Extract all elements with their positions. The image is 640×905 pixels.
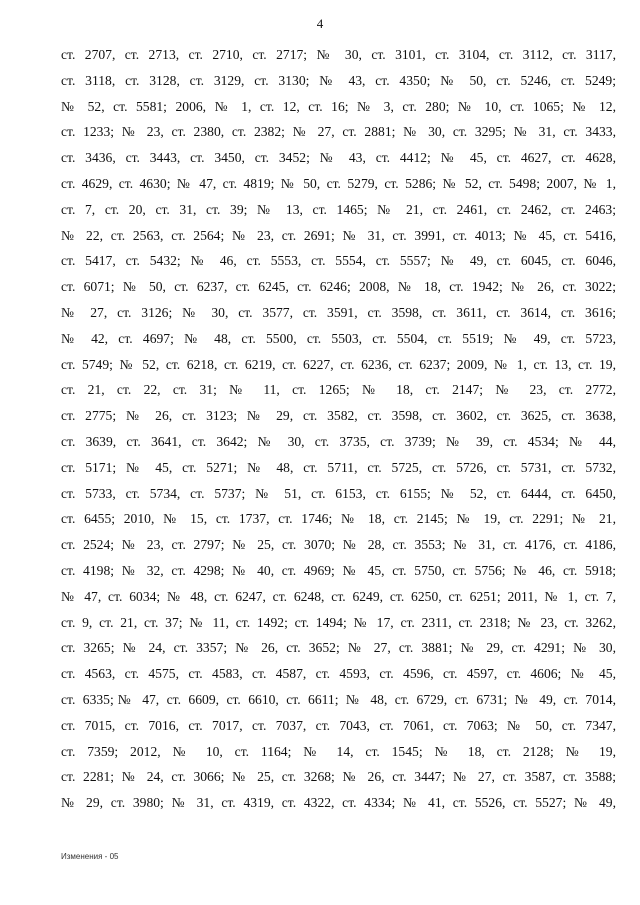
text-line: ст. 4629, ст. 4630; № 47, ст. 4819; № 50, ст. 5279, ст. 5286; № 52, ст. 5498; 2007, № 1, — [61, 175, 616, 191]
text-line: № 42, ст. 4697; № 48, ст. 5500, ст. 5503, ст. 5504, ст. 5519; № 49, ст. 5723, — [61, 330, 616, 346]
text-line: ст. 5417, ст. 5432; № 46, ст. 5553, ст. 5554, ст. 5557; № 49, ст. 6045, ст. 6046, — [61, 253, 616, 269]
text-line: ст. 3265; № 24, ст. 3357; № 26, ст. 3652; № 27, ст. 3881; № 29, ст. 4291; № 30, — [61, 640, 616, 656]
text-line: ст. 4563, ст. 4575, ст. 4583, ст. 4587, ст. 4593, ст. 4596, ст. 4597, ст. 4606; № 45, — [61, 666, 616, 682]
text-line: № 27, ст. 3126; № 30, ст. 3577, ст. 3591, ст. 3598, ст. 3611, ст. 3614, ст. 3616; — [61, 304, 616, 320]
text-line: ст. 6071; № 50, ст. 6237, ст. 6245, ст. 6246; 2008, № 18, ст. 1942; № 26, ст. 3022; — [61, 279, 616, 295]
text-line: ст. 9, ст. 21, ст. 37; № 11, ст. 1492; ст. 1494; № 17, ст. 2311, ст. 2318; № 23, ст. 3262, — [61, 614, 616, 630]
text-line: № 22, ст. 2563, ст. 2564; № 23, ст. 2691; № 31, ст. 3991, ст. 4013; № 45, ст. 5416, — [61, 227, 616, 243]
text-line: № 29, ст. 3980; № 31, ст. 4319, ст. 4322, ст. 4334; № 41, ст. 5526, ст. 5527; № 49, — [61, 795, 616, 811]
text-line: № 52, ст. 5581; 2006, № 1, ст. 12, ст. 16; № 3, ст. 280; № 10, ст. 1065; № 12, — [61, 98, 616, 114]
text-line: ст. 7, ст. 20, ст. 31, ст. 39; № 13, ст. 1465; № 21, ст. 2461, ст. 2462, ст. 2463; — [61, 201, 616, 217]
document-body — [61, 42, 616, 816]
text-line: ст. 2775; № 26, ст. 3123; № 29, ст. 3582, ст. 3598, ст. 3602, ст. 3625, ст. 3638, — [61, 408, 616, 424]
text-line: ст. 7015, ст. 7016, ст. 7017, ст. 7037, ст. 7043, ст. 7061, ст. 7063; № 50, ст. 7347, — [61, 717, 616, 733]
text-line: ст. 2707, ст. 2713, ст. 2710, ст. 2717; № 30, ст. 3101, ст. 3104, ст. 3112, ст. 3117, — [61, 47, 616, 62]
text-line: № 47, ст. 6034; № 48, ст. 6247, ст. 6248, ст. 6249, ст. 6250, ст. 6251; 2011, № 1, ст. 7, — [61, 588, 616, 604]
text-line: ст. 4198; № 32, ст. 4298; № 40, ст. 4969; № 45, ст. 5750, ст. 5756; № 46, ст. 5918; — [61, 562, 616, 578]
text-line: ст. 6455; 2010, № 15, ст. 1737, ст. 1746; № 18, ст. 2145; № 19, ст. 2291; № 21, — [61, 511, 616, 527]
text-line: ст. 5171; № 45, ст. 5271; № 48, ст. 5711, ст. 5725, ст. 5726, ст. 5731, ст. 5732, — [61, 459, 616, 475]
text-line: ст. 21, ст. 22, ст. 31; № 11, ст. 1265; № 18, ст. 2147; № 23, ст. 2772, — [61, 382, 616, 398]
text-line: ст. 5733, ст. 5734, ст. 5737; № 51, ст. 6153, ст. 6155; № 52, ст. 6444, ст. 6450, — [61, 485, 616, 501]
page-number: 4 — [316, 16, 324, 31]
footer-revision-note: Изменения - 05 — [61, 852, 119, 861]
text-line: ст. 2281; № 24, ст. 3066; № 25, ст. 3268; № 26, ст. 3447; № 27, ст. 3587, ст. 3588; — [61, 769, 616, 785]
text-line: ст. 3436, ст. 3443, ст. 3450, ст. 3452; № 43, ст. 4412; № 45, ст. 4627, ст. 4628, — [61, 150, 616, 166]
text-line: ст. 3118, ст. 3128, ст. 3129, ст. 3130; № 43, ст. 4350; № 50, ст. 5246, ст. 5249; — [61, 72, 616, 88]
text-line: ст. 2524; № 23, ст. 2797; № 25, ст. 3070; № 28, ст. 3553; № 31, ст. 4176, ст. 4186, — [61, 537, 616, 553]
text-line: ст. 7359; 2012, № 10, ст. 1164; № 14, ст. 1545; № 18, ст. 2128; № 19, — [61, 743, 616, 759]
text-line: ст. 5749; № 52, ст. 6218, ст. 6219, ст. 6227, ст. 6236, ст. 6237; 2009, № 1, ст. 13, ст. 19, — [61, 356, 616, 372]
text-line: ст. 6335;№ 47, ст. 6609, ст. 6610, ст. 6611; № 48, ст. 6729, ст. 6731; № 49, ст. 7014, — [61, 691, 616, 707]
text-line: ст. 3639, ст. 3641, ст. 3642; № 30, ст. 3735, ст. 3739; № 39, ст. 4534; № 44, — [61, 433, 616, 449]
text-line: ст. 1233; № 23, ст. 2380, ст. 2382; № 27, ст. 2881; № 30, ст. 3295; № 31, ст. 3433, — [61, 124, 616, 140]
